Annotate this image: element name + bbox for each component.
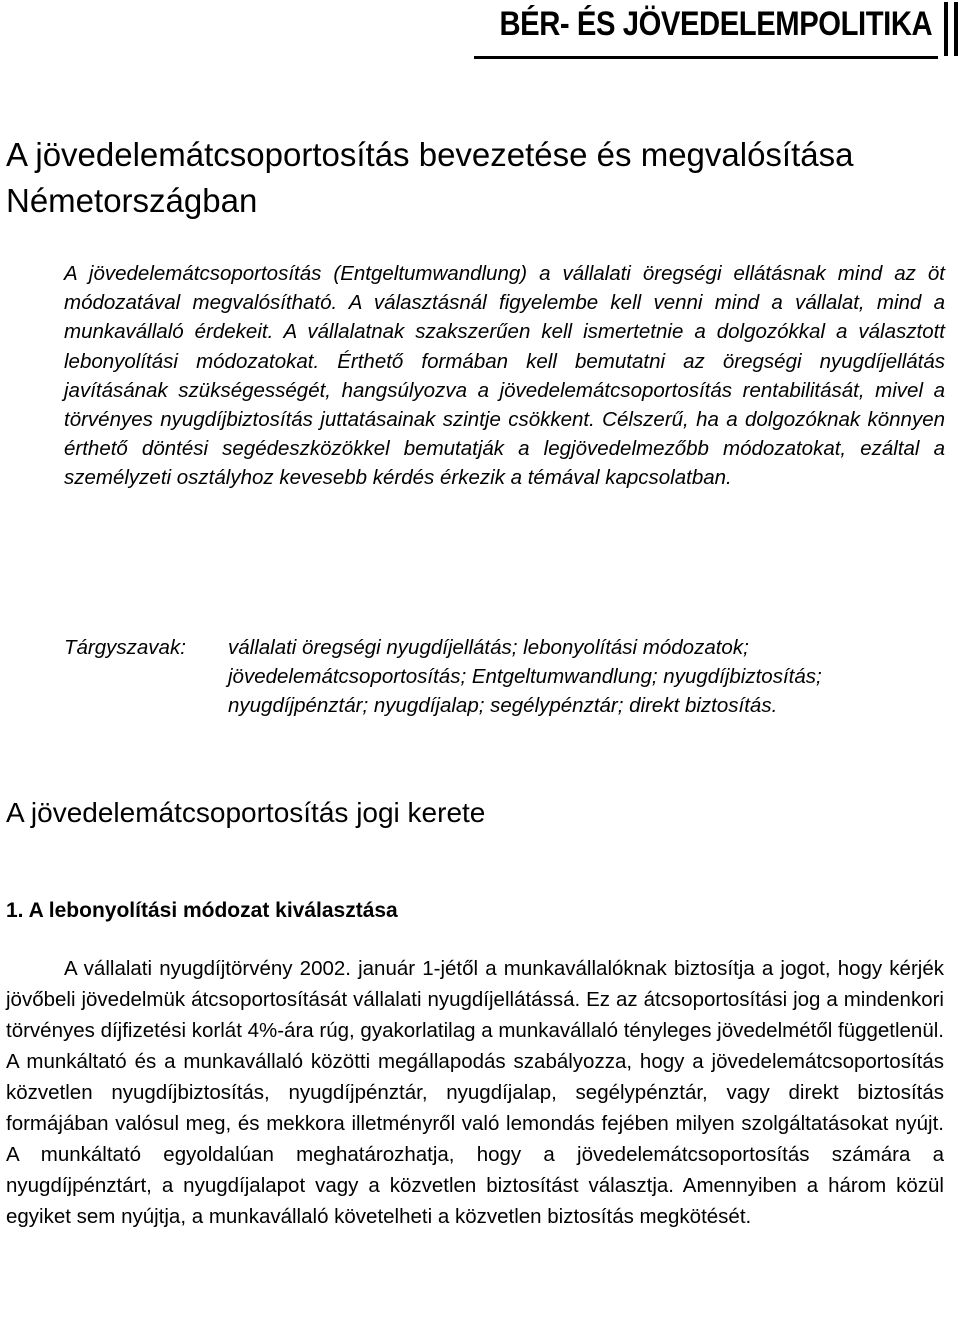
article-title: A jövedelemátcsoportosítás bevezetése és megvalósítása Németországban xyxy=(6,136,854,219)
page-header xyxy=(0,0,960,60)
article-abstract: A jövedelemátcsoportosítás (Entgeltumwandlung) a vállalati öregségi ellátásnak mind az öt módozatával megvalósítható. A választásnál figyelembe kell venni mind a vállalat, mind a munkavállaló érdekeit. A vállalatnak szakszerűen kell ismertetnie a dolgozókkal a választott lebonyolítási módozatokat. Érthető formában kell bemutatni az öregségi nyugdíjellátás javításának szükségességét, hangsúlyozva a jövedelemátcsoportosítás rentabilitását, mivel a törvényes nyugdíjbiztosítás juttatásainak szintje csökkent. Célszerű, ha a dolgozóknak könnyen érthető döntési segédeszközökkel bemutatják a legjövedelmezőbb módozatokat, ezáltal a személyzeti osztályhoz kevesebb kérdés érkezik a témával kapcsolatban. xyxy=(64,262,945,490)
body-paragraph: A vállalati nyugdíjtörvény 2002. január 1-jétől a munkavállalóknak biztosítja a jogot, hogy kérjék jövőbeli jövedelmük átcsoportosítását vállalati nyugdíjellátássá. Ez az átcsoportosítási jog a mindenkori törvényes díjfizetési korlát 4%-ára rúg, gyakorlatilag a munkavállaló tényleges jövedelmétől függetlenül. A munkáltató és a munkavállaló közötti megállapodás szabályozza, hogy a jövedelemátcsoportosítás közvetlen nyugdíjbiztosítás, nyugdíjpénztár, nyugdíjalap, segélypénztár, vagy direkt biztosítás formájában valósul meg, és mekkora illetményről való lemondás fejében milyen szolgáltatásokat nyújt. A munkáltató egyoldalúan meghatározhatja, hogy a jövedelemátcsoportosítás számára a nyugdíjpénztárt, a nyugdíjalapot vagy a közvetlen biztosítást választja. Amennyiben a három közül egyiket sem nyújtja, a munkavállaló követelheti a közvetlen biztosítás megkötését. xyxy=(6,957,944,1228)
keywords-label: Tárgyszavak: xyxy=(64,636,186,659)
subsection-title: 1. A lebonyolítási módozat kiválasztása xyxy=(6,899,398,922)
keywords-block xyxy=(64,633,944,721)
header-bar-left xyxy=(944,2,948,56)
header-rule xyxy=(474,56,938,59)
section-header-title: BÉR- ÉS JÖVEDELEMPOLITIKA xyxy=(499,5,932,43)
header-bar-right xyxy=(954,2,958,56)
keywords-text: vállalati öregségi nyugdíjellátás; lebonyolítási módozatok; jövedelemátcsoportosítás; Entgeltumwandlung; nyugdíjbiztosítás; nyugdíjpénztár; nyugdíjalap; segélypénztár; direkt biztosítás. xyxy=(228,636,822,718)
section-title: A jövedelemátcsoportosítás jogi kerete xyxy=(6,797,486,828)
